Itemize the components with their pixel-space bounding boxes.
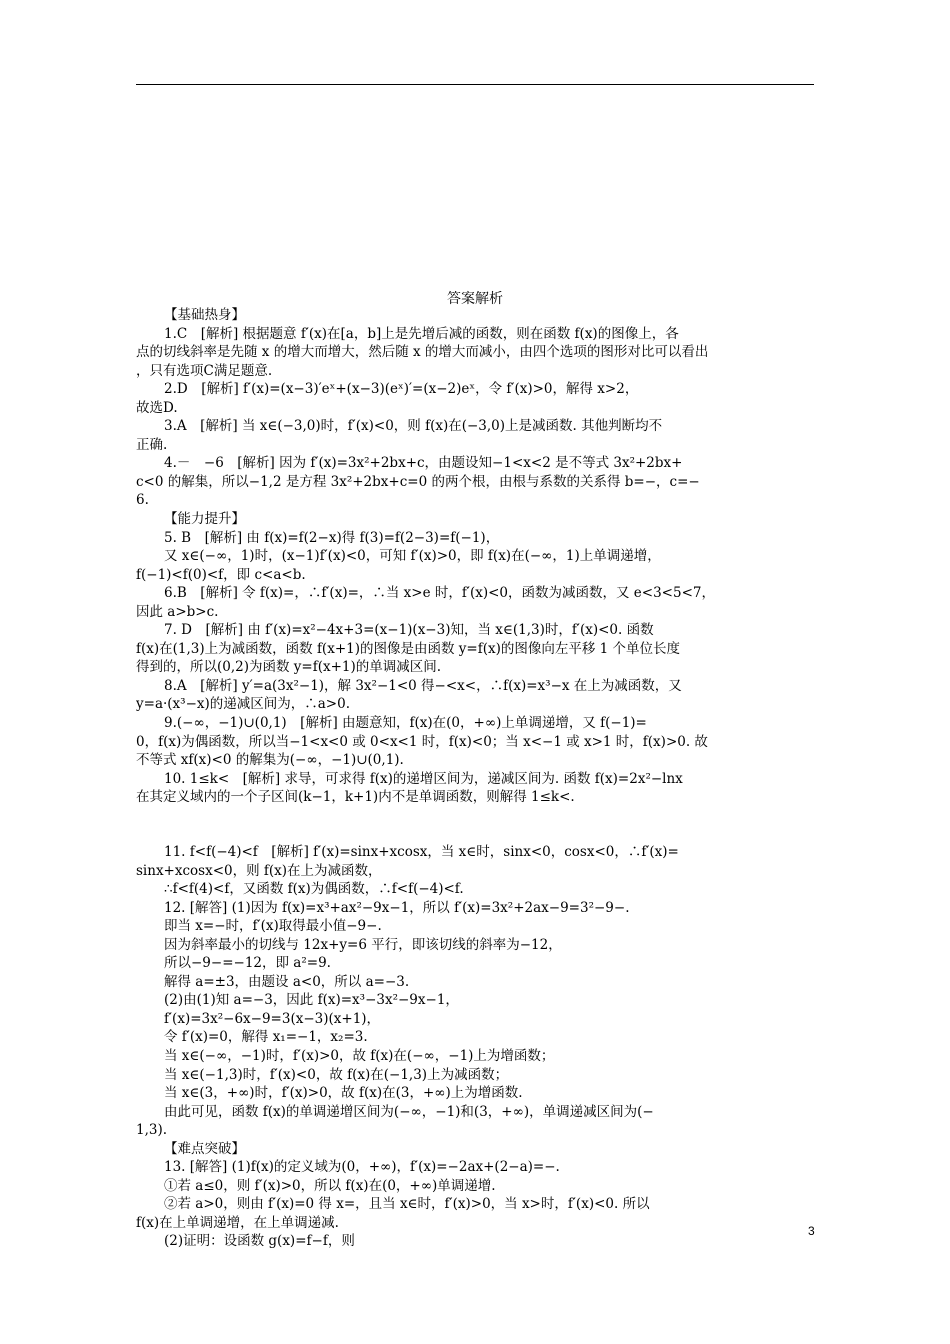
text-line: 由此可见，函数 f(x)的单调递增区间为(−∞，−1)和(3，+∞)，单调递减区间为(− xyxy=(164,1103,654,1120)
text-line: 当 x∈(3，+∞)时，f′(x)>0，故 f(x)在(3，+∞)上为增函数. xyxy=(164,1085,523,1102)
header-rule xyxy=(136,84,814,85)
text-line: f(x)在(1,3)上为减函数，函数 f(x+1)的图像是由函数 y=f(x)的图像向左平移 1 个单位长度 xyxy=(136,640,681,657)
text-line: 6.B [解析] 令 f(x)=，∴f′(x)=，∴当 x>e 时，f′(x)<0，函数为减函数，又 e<3<5<7， xyxy=(164,585,715,602)
text-line: 即当 x=−时，f′(x)取得最小值−9−. xyxy=(164,918,382,935)
text-line: 解得 a=±3，由题设 a<0，所以 a=−3. xyxy=(164,973,410,990)
text-line: 10. 1≤k< [解析] 求导，可求得 f(x)的递增区间为，递减区间为. 函数 f(x)=2x²−lnx xyxy=(164,770,683,787)
text-line: 【基础热身】 xyxy=(164,307,245,323)
text-line: 不等式 xf(x)<0 的解集为(−∞，−1)∪(0,1). xyxy=(136,752,404,769)
text-line: f′(x)=3x²−6x−9=3(x−3)(x+1)， xyxy=(164,1010,381,1027)
text-line: 9.(−∞，−1)∪(0,1) [解析] 由题意知，f(x)在(0，+∞)上单调递增，又 f(−1)= xyxy=(164,715,647,732)
text-line: ①若 a≤0，则 f′(x)>0，所以 f(x)在(0，+∞)单调递增. xyxy=(164,1177,496,1194)
text-line: 7. D [解析] 由 f′(x)=x²−4x+3=(x−1)(x−3)知，当 x∈(1,3)时，f′(x)<0. 函数 xyxy=(164,622,654,639)
text-line: 当 x∈(−1,3)时，f′(x)<0，故 f(x)在(−1,3)上为减函数； xyxy=(164,1066,509,1083)
text-line: 【能力提升】 xyxy=(164,511,245,528)
text-line: 12. [解答] (1)因为 f(x)=x³+ax²−9x−1，所以 f′(x)=3x²+2ax−9=3²−9−. xyxy=(164,899,630,916)
text-line: sinx+xcosx<0，则 f(x)在上为减函数， xyxy=(136,862,382,879)
text-line: (2)由(1)知 a=−3，因此 f(x)=x³−3x²−9x−1， xyxy=(164,992,459,1009)
text-line: 6. xyxy=(136,492,149,509)
text-line: 3.A [解析] 当 x∈(−3,0)时，f′(x)<0，则 f(x)在(−3,0)上是减函数. 其他判断均不 xyxy=(164,418,663,435)
text-line: 13. [解答] (1)f(x)的定义域为(0，+∞)，f′(x)=−2ax+(2−a)=−. xyxy=(164,1159,560,1176)
text-line: 11. f<f(−4)<f [解析] f′(x)=sinx+xcosx，当 x∈时，sinx<0，cosx<0，∴f′(x)= xyxy=(164,844,679,860)
text-line: 5. B [解析] 由 f(x)=f(2−x)得 f(3)=f(2−3)=f(−1)， xyxy=(164,529,500,546)
text-line: 故选D. xyxy=(136,399,178,416)
text-line: 得到的，所以(0,2)为函数 y=f(x+1)的单调减区间. xyxy=(136,659,442,676)
text-line: 2.D [解析] f′(x)=(x−3)′eˣ+(x−3)(eˣ)′=(x−2)eˣ，令 f′(x)>0，解得 x>2， xyxy=(164,381,639,398)
text-line: f(x)在上单调递增，在上单调递减. xyxy=(136,1214,339,1231)
text-line: 4.－ −6 [解析] 因为 f′(x)=3x²+2bx+c，由题设知−1<x<2 是不等式 3x²+2bx+ xyxy=(164,455,683,472)
text-line: ，只有选项C满足题意. xyxy=(136,362,273,379)
page-title: 答案解析 xyxy=(447,291,503,307)
text-line: 又 x∈(−∞，1)时，(x−1)f′(x)<0，可知 f′(x)>0，即 f(x)在(−∞，1)上单调递增， xyxy=(164,548,661,565)
text-line: 0，f(x)为偶函数，所以当−1<x<0 或 0<x<1 时，f(x)<0；当 x<−1 或 x>1 时，f(x)>0. 故 xyxy=(136,733,708,750)
text-line: 点的切线斜率是先随 x 的增大而增大，然后随 x 的增大而减小，由四个选项的图形对比可以看出 xyxy=(136,344,709,361)
text-line: 1,3). xyxy=(136,1122,168,1139)
text-line: 所以−9−=−12，即 a²=9. xyxy=(164,955,331,972)
text-line: (2)证明：设函数 g(x)=f−f，则 xyxy=(164,1233,355,1250)
text-line: 因为斜率最小的切线与 12x+y=6 平行，即该切线的斜率为−12， xyxy=(164,936,562,953)
text-line: 在其定义域内的一个子区间(k−1，k+1)内不是单调函数，则解得 1≤k<. xyxy=(136,789,575,806)
text-line: 因此 a>b>c. xyxy=(136,603,219,620)
text-line: 当 x∈(−∞，−1)时，f′(x)>0，故 f(x)在(−∞，−1)上为增函数； xyxy=(164,1048,555,1065)
text-line: 令 f′(x)=0，解得 x₁=−1，x₂=3. xyxy=(164,1029,368,1046)
text-line: ②若 a>0，则由 f′(x)=0 得 x=，且当 x∈时，f′(x)>0，当 x>时，f′(x)<0. 所以 xyxy=(164,1196,650,1213)
text-line: y=a·(x³−x)的递减区间为，∴a>0. xyxy=(136,696,351,713)
answers-section-2 xyxy=(136,843,816,1251)
text-line: 8.A [解析] y′=a(3x²−1)，解 3x²−1<0 得−<x<，∴f(x)=x³−x 在上为减函数，又 xyxy=(164,677,682,694)
text-line: 1.C [解析] 根据题意 f′(x)在[a，b]上是先增后减的函数，则在函数 f(x)的图像上，各 xyxy=(164,325,679,342)
answers-section-1 xyxy=(136,306,816,807)
text-line: f(−1)<f(0)<f，即 c<a<b. xyxy=(136,566,306,583)
text-line: c<0 的解集，所以−1,2 是方程 3x²+2bx+c=0 的两个根，由根与系数的关系得 b=−，c=− xyxy=(136,473,700,490)
page-number: 3 xyxy=(808,1224,815,1238)
text-line: 正确. xyxy=(136,436,168,453)
text-line: 【难点突破】 xyxy=(164,1140,245,1157)
text-line: ∴f<f(4)<f，又函数 f(x)为偶函数，∴f<f(−4)<f. xyxy=(164,881,464,898)
